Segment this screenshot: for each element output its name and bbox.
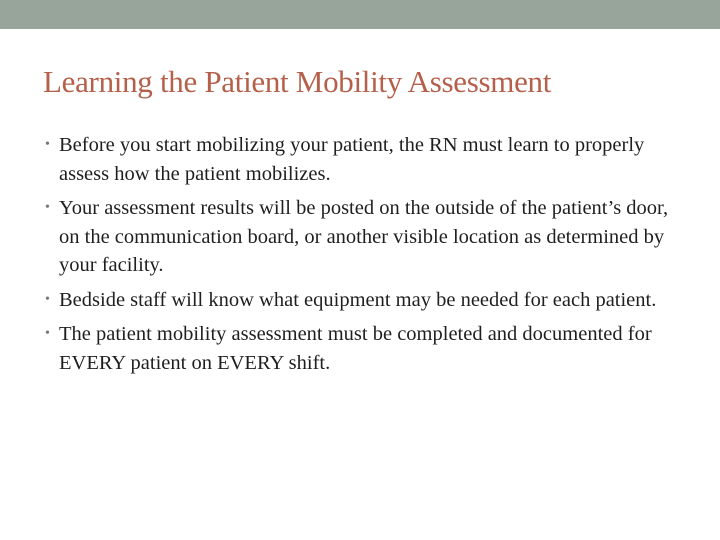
bullet-text: The patient mobility assessment must be completed and documented for EVERY patient on EVERY shift. xyxy=(59,323,652,374)
list-item xyxy=(45,286,685,315)
bullet-icon: • xyxy=(45,200,50,215)
bullet-icon: • xyxy=(45,137,50,152)
list-item xyxy=(45,320,685,377)
bullet-text: Bedside staff will know what equipment may be needed for each patient. xyxy=(59,288,657,311)
bullet-icon: • xyxy=(45,291,50,307)
bullet-list xyxy=(45,131,685,383)
slide-title: Learning the Patient Mobility Assessment xyxy=(43,64,552,99)
bullet-text: Your assessment results will be posted on the outside of the patient’s door, on the communication board, or another visible location as determined by your facility. xyxy=(59,197,669,276)
bullet-icon: • xyxy=(45,326,50,341)
bullet-text: Before you start mobilizing your patient, the RN must learn to properly assess how the patient mobilizes. xyxy=(59,134,645,185)
top-accent-bar xyxy=(0,0,720,29)
list-item xyxy=(45,131,685,188)
list-item xyxy=(45,194,685,280)
